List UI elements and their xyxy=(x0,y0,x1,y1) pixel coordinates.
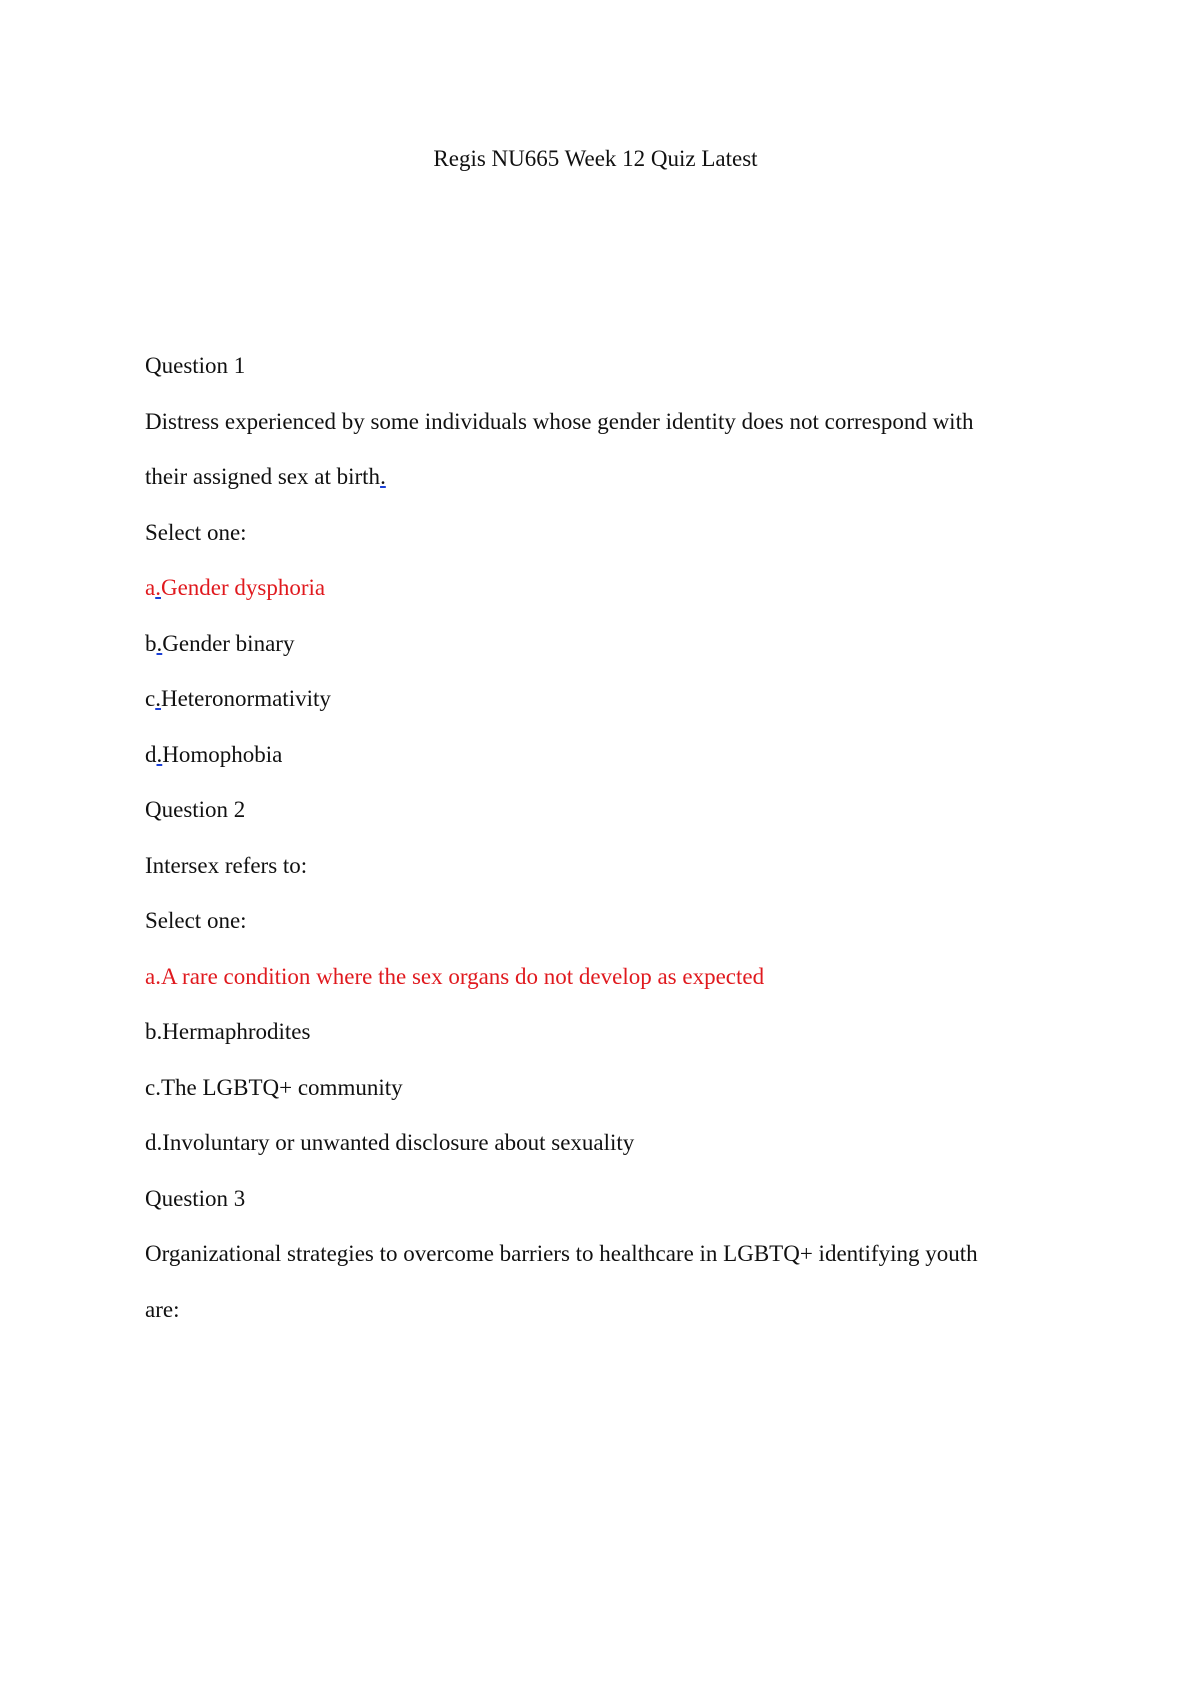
question-1-select-one: Select one: xyxy=(145,519,247,545)
question-2-prompt: Intersex refers to: xyxy=(145,852,308,878)
question-1-option-a[interactable] xyxy=(145,560,1045,616)
question-2-option-c[interactable]: c.The LGBTQ+ community xyxy=(145,1074,403,1100)
question-2-label: Question 2 xyxy=(145,797,246,822)
question-1-option-b[interactable] xyxy=(145,616,1045,672)
document-title: Regis NU665 Week 12 Quiz Latest xyxy=(433,146,758,171)
question-1-prompt-line-1: Distress experienced by some individuals whose gender identity does not correspond with xyxy=(145,408,974,434)
option-text: Gender dysphoria xyxy=(160,575,326,600)
option-separator: . xyxy=(155,686,161,711)
option-letter: b xyxy=(145,630,157,656)
option-separator: . xyxy=(155,575,161,600)
question-2-option-d[interactable]: d.Involuntary or unwanted disclosure about sexuality xyxy=(145,1130,635,1155)
option-letter: a xyxy=(145,575,156,600)
option-letter: d xyxy=(145,741,157,767)
option-text: Heteronormativity xyxy=(160,686,331,711)
question-2-option-b[interactable]: b.Hermaphrodites xyxy=(145,1019,311,1044)
question-3-prompt-line-1: Organizational strategies to overcome barriers to healthcare in LGBTQ+ identifying youth xyxy=(145,1241,978,1266)
option-separator: . xyxy=(156,741,163,767)
question-1-option-c[interactable] xyxy=(145,671,1045,727)
question-1-prompt-period: . xyxy=(380,464,386,489)
question-2-option-a[interactable]: a.A rare condition where the sex organs do not develop as expected xyxy=(145,963,765,989)
option-text: Homophobia xyxy=(162,741,283,767)
option-text: Gender binary xyxy=(162,630,295,656)
question-1-prompt-line-2 xyxy=(145,449,1045,505)
option-letter: c xyxy=(145,686,156,711)
question-1-label: Question 1 xyxy=(145,353,246,378)
option-separator: . xyxy=(156,630,163,656)
question-3-label: Question 3 xyxy=(145,1185,246,1211)
question-3-prompt-line-2: are: xyxy=(145,1296,180,1322)
question-1-option-d[interactable] xyxy=(145,727,1045,783)
quiz-content xyxy=(145,338,1045,1337)
question-1-prompt-text: their assigned sex at birth xyxy=(145,464,381,489)
question-2-select-one: Select one: xyxy=(145,908,247,933)
